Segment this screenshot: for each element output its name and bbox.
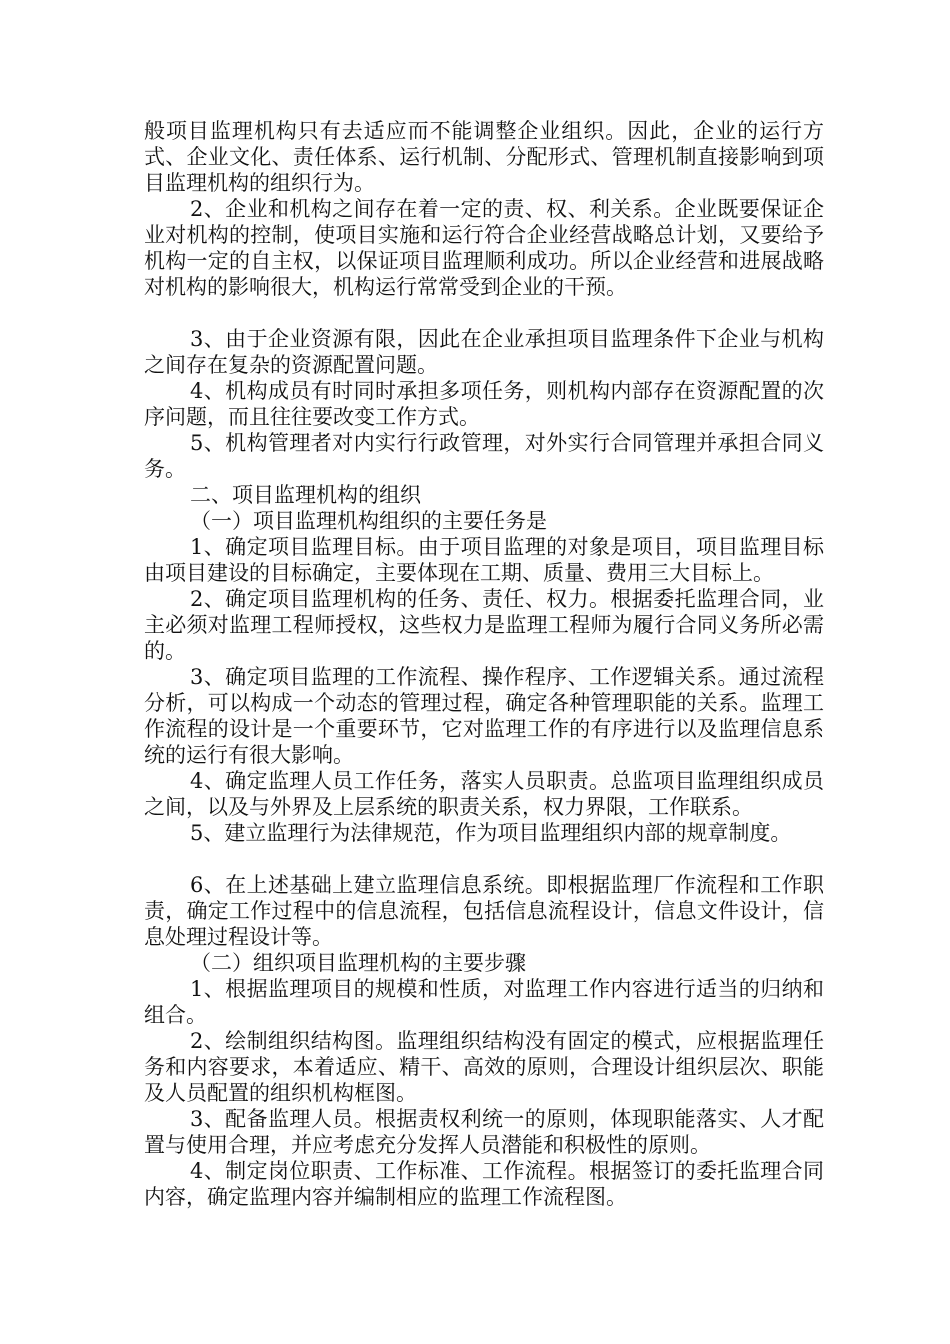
task-item-4: 4、确定监理人员工作任务，落实人员职责。总监项目监理组织成员之间，以及与外界及上层系统的职责关系，权力界限，工作联系。 xyxy=(144,769,824,819)
paragraph-item-4: 4、机构成员有时同时承担多项任务，则机构内部存在资源配置的次序问题，而且往往要改变工作方式。 xyxy=(144,379,824,429)
paragraph-item-5: 5、机构管理者对内实行行政管理，对外实行合同管理并承担合同义务。 xyxy=(144,431,824,481)
task-item-5: 5、建立监理行为法律规范，作为项目监理组织内部的规章制度。 xyxy=(190,821,792,845)
task-item-1: 1、确定项目监理目标。由于项目监理的对象是项目，项目监理目标由项目建设的目标确定，主要体现在工期、质量、费用三大目标上。 xyxy=(144,535,824,585)
task-item-3: 3、确定项目监理的工作流程、操作程序、工作逻辑关系。通过流程分析，可以构成一个动态的管理过程，确定各种管理职能的关系。监理工作流程的设计是一个重要环节，它对监理工作的有序进行以及监理信息系统的运行有很大影响。 xyxy=(144,665,824,767)
step-item-1: 1、根据监理项目的规模和性质，对监理工作内容进行适当的归纳和组合。 xyxy=(144,977,824,1027)
paragraph-item-2: 2、企业和机构之间存在着一定的责、权、利关系。企业既要保证企业对机构的控制，使项目实施和运行符合企业经营战略总计划，又要给予机构一定的自主权，以保证项目监理顺利成功。所以企业经营和进展战略对机构的影响很大，机构运行常常受到企业的干预。 xyxy=(144,197,824,299)
paragraph-item-3: 3、由于企业资源有限，因此在企业承担项目监理条件下企业与机构之间存在复杂的资源配置问题。 xyxy=(144,327,824,377)
section-heading-2: 二、项目监理机构的组织 xyxy=(190,483,421,507)
step-item-3: 3、配备监理人员。根据责权利统一的原则，体现职能落实、人才配置与使用合理，并应考虑充分发挥人员潜能和积极性的原则。 xyxy=(144,1107,824,1157)
task-item-6: 6、在上述基础上建立监理信息系统。即根据监理厂作流程和工作职责，确定工作过程中的信息流程，包括信息流程设计，信息文件设计，信息处理过程设计等。 xyxy=(144,873,824,949)
paragraph-continuation: 般项目监理机构只有去适应而不能调整企业组织。因此，企业的运行方式、企业文化、责任体系、运行机制、分配形式、管理机制直接影响到项目监理机构的组织行为。 xyxy=(144,119,824,195)
document-page xyxy=(144,118,824,1210)
step-item-2: 2、绘制组织结构图。监理组织结构没有固定的模式，应根据监理任务和内容要求，本着适应、精干、高效的原则，合理设计组织层次、职能及人员配置的组织机构框图。 xyxy=(144,1029,824,1105)
task-item-2: 2、确定项目监理机构的任务、责任、权力。根据委托监理合同，业主必须对监理工程师授权，这些权力是监理工程师为履行合同义务所必需的。 xyxy=(144,587,824,663)
subsection-heading-1: （一）项目监理机构组织的主要任务是 xyxy=(190,509,547,533)
step-item-4: 4、制定岗位职责、工作标准、工作流程。根据签订的委托监理合同内容，确定监理内容并编制相应的监理工作流程图。 xyxy=(144,1159,824,1209)
subsection-heading-2: （二）组织项目监理机构的主要步骤 xyxy=(190,951,526,975)
